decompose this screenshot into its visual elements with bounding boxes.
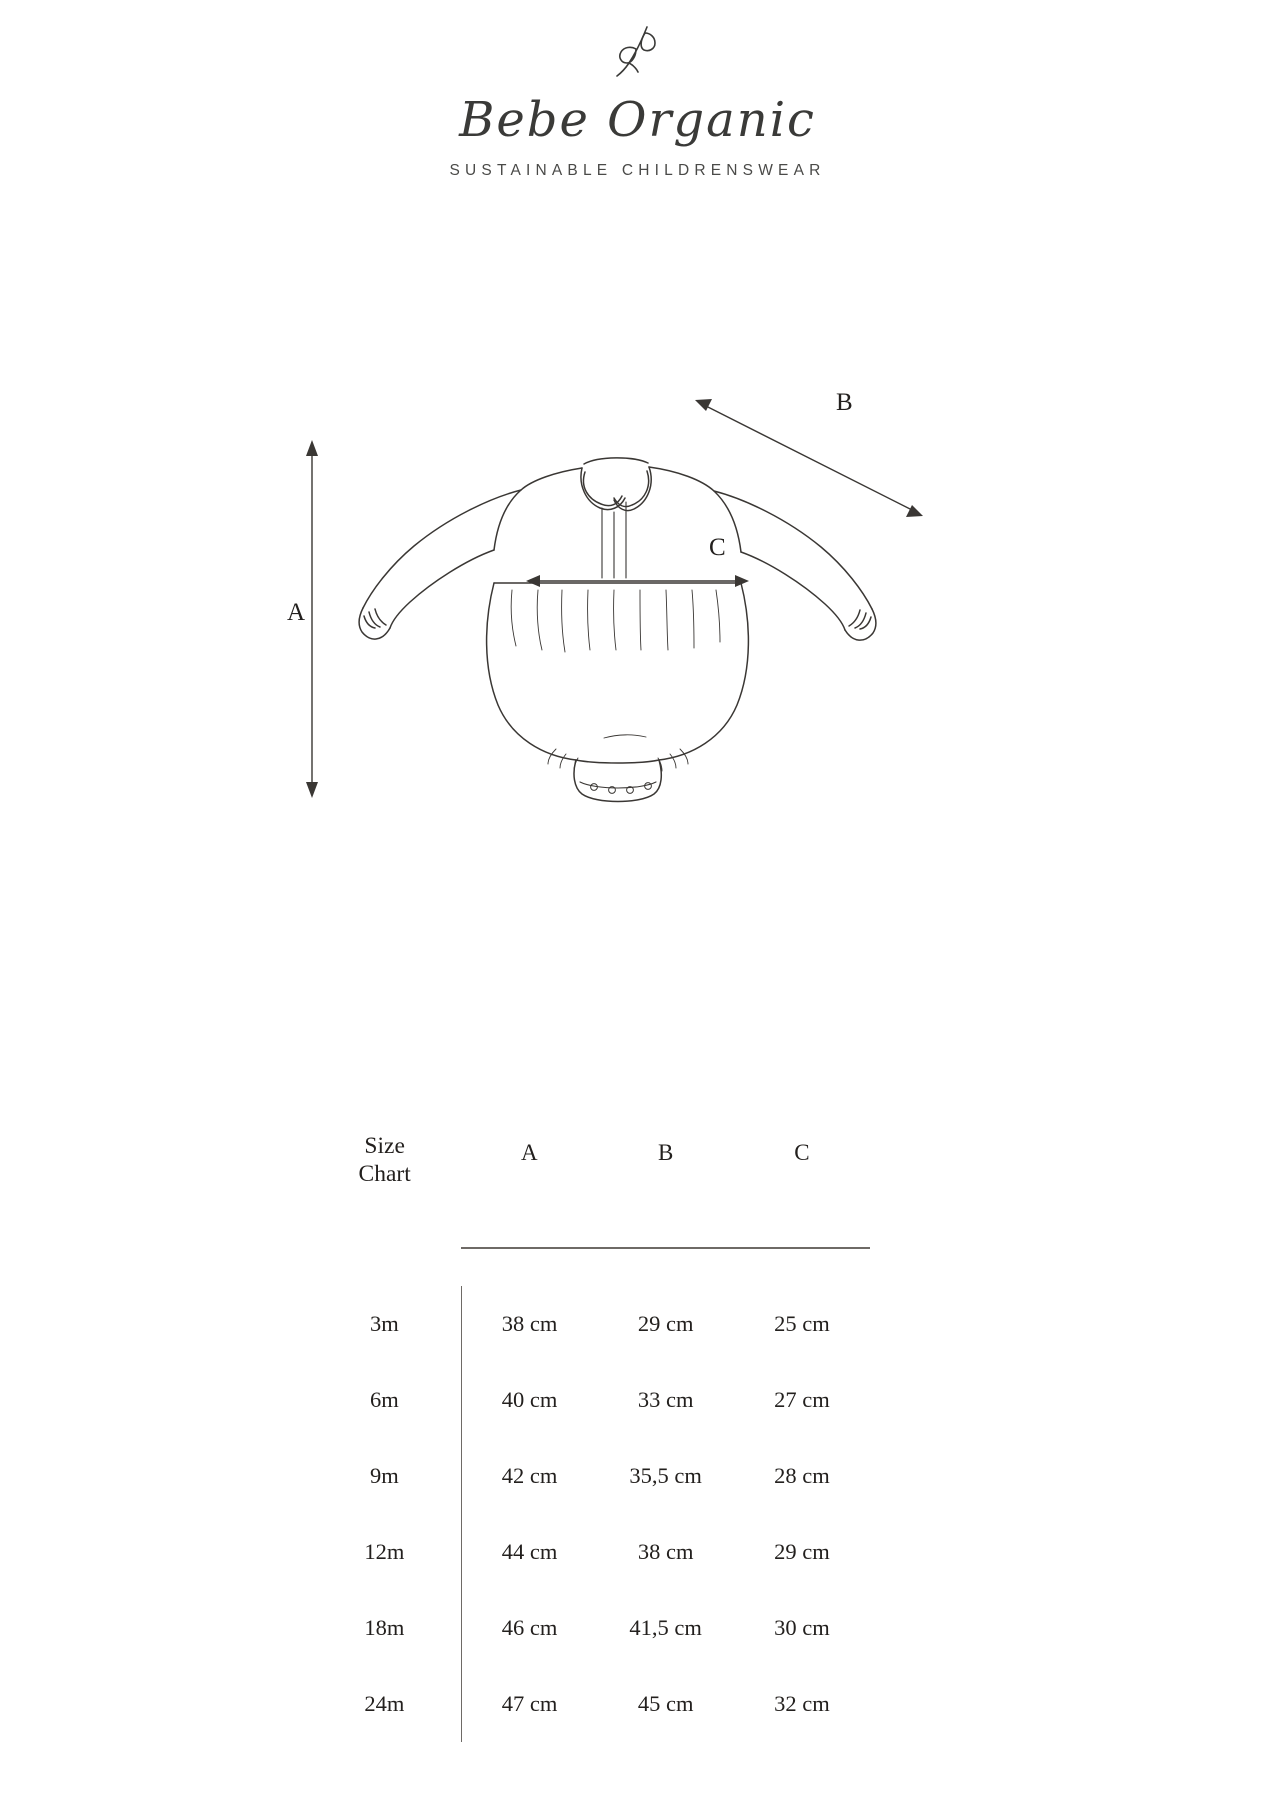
row-size-9m: 9m: [330, 1438, 461, 1514]
cell-c: 28 cm: [774, 1463, 830, 1488]
romper-body: [359, 458, 876, 802]
cell-c: 27 cm: [774, 1387, 830, 1412]
cell-a: 40 cm: [501, 1387, 558, 1412]
label-a: A: [287, 599, 306, 626]
cell-b: 41,5 cm: [629, 1615, 702, 1640]
table-row: [330, 1590, 870, 1666]
cell-b: 45 cm: [637, 1691, 694, 1716]
brand-header: [0, 20, 1275, 180]
column-header-c: C: [794, 1140, 810, 1165]
table-row: [330, 1362, 870, 1438]
table-row: [330, 1286, 870, 1362]
cell-c: 25 cm: [774, 1311, 830, 1336]
leaf-sprig-icon: [0, 20, 1275, 86]
cell-b: 35,5 cm: [629, 1463, 702, 1488]
measure-arrow-b: [695, 399, 923, 517]
cell-a: 46 cm: [501, 1615, 558, 1640]
header-rule-cell: [461, 1210, 870, 1286]
row-size-18m: 18m: [330, 1590, 461, 1666]
row-size-6m: 6m: [330, 1362, 461, 1438]
column-header-a: A: [521, 1140, 538, 1165]
cell-c: 29 cm: [774, 1539, 830, 1564]
size-chart-table: [330, 1110, 870, 1742]
cell-b: 38 cm: [637, 1539, 694, 1564]
table-row: [330, 1438, 870, 1514]
table-row: [330, 1666, 870, 1742]
cell-c: 30 cm: [774, 1615, 830, 1640]
cell-a: 47 cm: [501, 1691, 558, 1716]
row-size-24m: 24m: [330, 1666, 461, 1742]
header-rule: [461, 1247, 870, 1248]
cell-b: 33 cm: [637, 1387, 694, 1412]
size-chart-title-line1: Size: [364, 1133, 405, 1160]
label-b: B: [836, 389, 853, 416]
cell-a: 44 cm: [501, 1539, 558, 1564]
measure-arrow-c: [526, 575, 749, 587]
row-size-3m: 3m: [330, 1286, 461, 1362]
cell-a: 42 cm: [501, 1463, 558, 1488]
cell-b: 29 cm: [637, 1311, 694, 1336]
brand-name: Bebe Organic: [459, 92, 816, 148]
romper-illustration: [0, 350, 1275, 850]
size-chart-title-line2: Chart: [358, 1161, 411, 1187]
size-chart-title: [330, 1110, 461, 1210]
cell-c: 32 cm: [774, 1691, 830, 1716]
column-header-b: B: [657, 1140, 674, 1165]
cell-a: 38 cm: [501, 1311, 558, 1336]
measure-arrow-a: [306, 440, 318, 798]
row-size-12m: 12m: [330, 1514, 461, 1590]
header-rule-spacer: [330, 1210, 461, 1286]
label-c: C: [709, 534, 726, 561]
table-row: [330, 1514, 870, 1590]
size-chart-section: [330, 1110, 870, 1742]
brand-tagline: SUSTAINABLE CHILDRENSWEAR: [449, 162, 826, 179]
